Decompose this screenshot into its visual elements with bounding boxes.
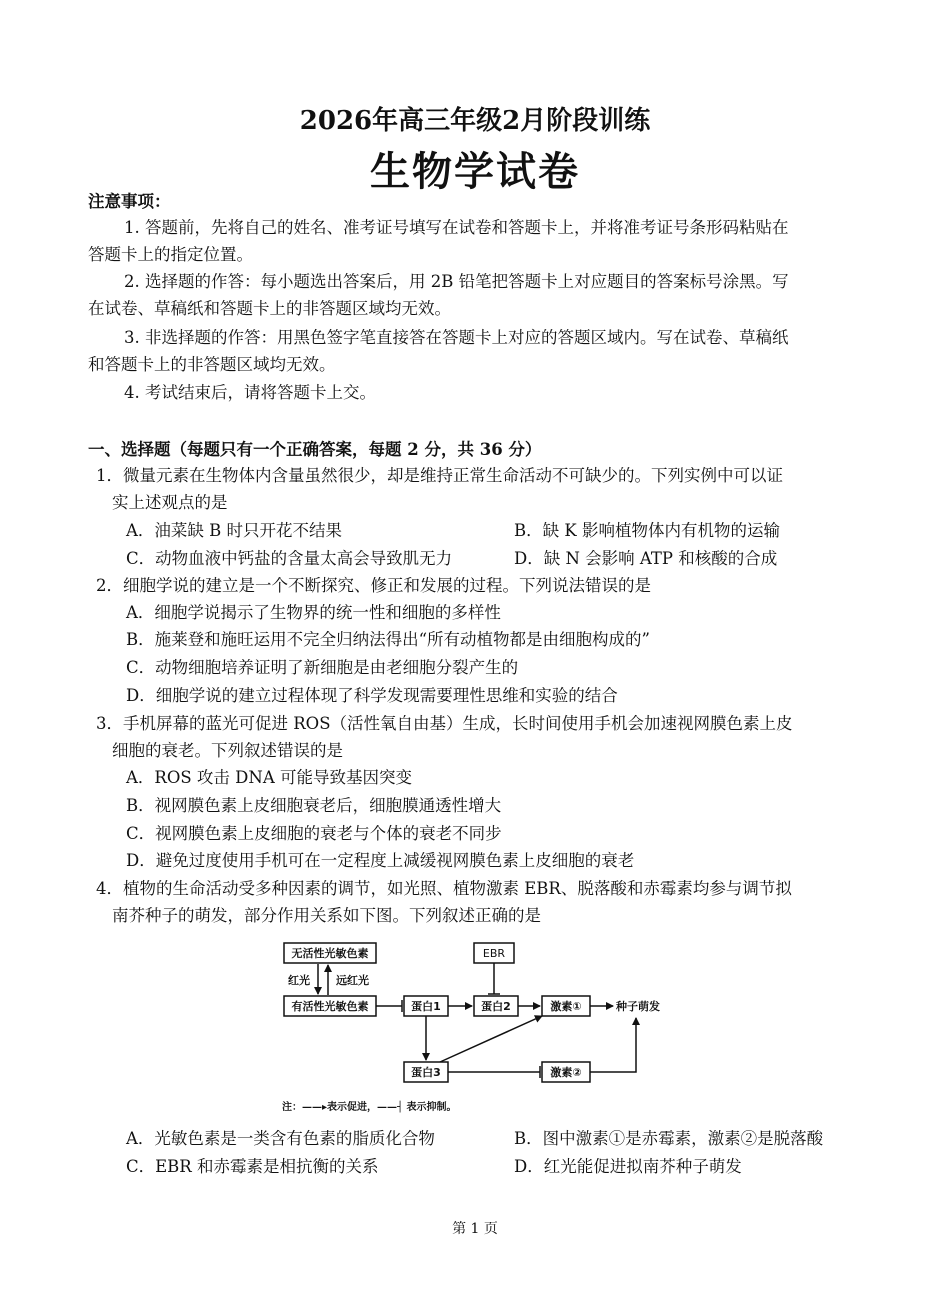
- notice-line: 4. 考试结束后，请将答题卡上交。: [124, 383, 376, 402]
- page-number: 第 1 页: [452, 1221, 498, 1237]
- question-3-option-a: A．ROS 攻击 DNA 可能导致基因突变: [126, 768, 412, 787]
- label-far-red-light: 远红光: [336, 974, 369, 987]
- question-4-option-d: D．红光能促进拟南芥种子萌发: [514, 1157, 742, 1176]
- exam-title: 2026年高三年级2月阶段训练: [299, 106, 651, 136]
- question-2-option-d: D．细胞学说的建立过程体现了科学发现需要理性思维和实验的结合: [126, 686, 618, 705]
- legend-note: 注：——▸表示促进，——┤ 表示抑制。: [282, 1102, 457, 1113]
- question-1-option-d: D．缺 N 会影响 ATP 和核酸的合成: [514, 549, 778, 568]
- arrow-protein3-hormone1: [440, 1016, 542, 1062]
- notice-line: 和答题卡上的非答题区域均无效。: [88, 355, 336, 374]
- label-ebr: EBR: [482, 947, 506, 960]
- notice-line: 答题卡上的指定位置。: [88, 245, 253, 264]
- question-4-stem: 4．植物的生命活动受多种因素的调节，如光照、植物激素 EBR、脱落酸和赤霉素均参与调节拟: [96, 879, 792, 898]
- label-active-phytochrome: 有活性光敏色素: [291, 1000, 369, 1013]
- label-inactive-phytochrome: 无活性光敏色素: [291, 947, 369, 960]
- question-1-stem: 1．微量元素在生物体内含量虽然很少，却是维持正常生命活动不可缺少的。下列实例中可以证: [96, 466, 783, 485]
- notice-line: 2. 选择题的作答：每小题选出答案后，用 2B 铅笔把答题卡上对应题目的答案标号涂黑。写: [124, 272, 789, 291]
- question-1-option-a: A．油菜缺 B 时只开花不结果: [126, 521, 343, 540]
- question-3-option-b: B．视网膜色素上皮细胞衰老后，细胞膜通透性增大: [126, 796, 502, 815]
- label-protein-2: 蛋白2: [481, 1000, 511, 1013]
- question-2-option-a: A．细胞学说揭示了生物界的统一性和细胞的多样性: [126, 603, 501, 622]
- label-hormone-1: 激素①: [550, 1000, 582, 1013]
- section-heading: 一、选择题（每题只有一个正确答案，每题 2 分，共 36 分）: [88, 440, 542, 459]
- notice-line: 在试卷、草稿纸和答题卡上的非答题区域均无效。: [88, 299, 451, 318]
- notice-heading: 注意事项：: [88, 192, 171, 211]
- question-4-option-c: C．EBR 和赤霉素是相抗衡的关系: [126, 1157, 379, 1176]
- label-red-light: 红光: [288, 974, 310, 987]
- arrow-hormone2-germination: [590, 1018, 636, 1072]
- question-3-option-d: D．避免过度使用手机可在一定程度上减缓视网膜色素上皮细胞的衰老: [126, 851, 635, 870]
- question-4-option-b: B．图中激素①是赤霉素，激素②是脱落酸: [514, 1129, 824, 1148]
- label-seed-germination: 种子萌发: [616, 1000, 660, 1013]
- question-3-option-c: C．视网膜色素上皮细胞的衰老与个体的衰老不同步: [126, 824, 502, 843]
- question-2-option-b: B．施莱登和施旺运用不完全归纳法得出“所有动植物都是由细胞构成的”: [126, 630, 650, 649]
- question-1-option-c: C．动物血液中钙盐的含量太高会导致肌无力: [126, 549, 453, 568]
- regulation-diagram: [280, 938, 680, 1116]
- question-3-stem: 3．手机屏幕的蓝光可促进 ROS（活性氧自由基）生成，长时间使用手机会加速视网膜色素上皮: [96, 714, 793, 733]
- question-4-option-a: A．光敏色素是一类含有色素的脂质化合物: [126, 1129, 435, 1148]
- question-4-stem: 南芥种子的萌发，部分作用关系如下图。下列叙述正确的是: [112, 906, 541, 925]
- label-protein-1: 蛋白1: [411, 1000, 441, 1013]
- question-1-option-b: B．缺 K 影响植物体内有机物的运输: [514, 521, 780, 540]
- question-1-stem: 实上述观点的是: [112, 493, 228, 512]
- question-2-stem: 2．细胞学说的建立是一个不断探究、修正和发展的过程。下列说法错误的是: [96, 576, 651, 595]
- question-2-option-c: C．动物细胞培养证明了新细胞是由老细胞分裂产生的: [126, 658, 519, 677]
- exam-subject: 生物学试卷: [370, 148, 580, 195]
- notice-line: 1. 答题前，先将自己的姓名、准考证号填写在试卷和答题卡上，并将准考证号条形码粘贴在: [124, 218, 789, 237]
- question-3-stem: 细胞的衰老。下列叙述错误的是: [112, 741, 343, 760]
- notice-line: 3. 非选择题的作答：用黑色签字笔直接答在答题卡上对应的答题区域内。写在试卷、草稿纸: [124, 328, 789, 347]
- label-hormone-2: 激素②: [550, 1066, 582, 1079]
- label-protein-3: 蛋白3: [411, 1066, 441, 1079]
